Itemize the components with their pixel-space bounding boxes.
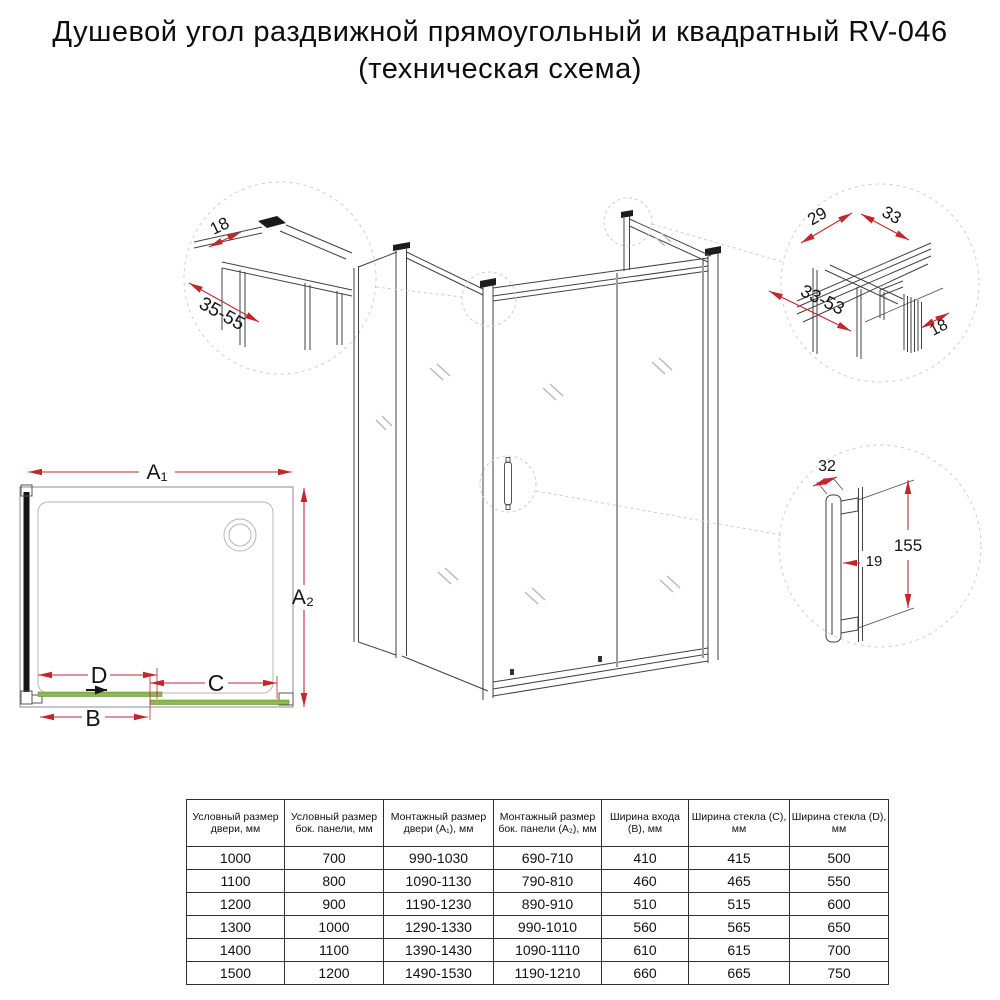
table-header-cell: Монтажный размер двери (A₁), мм	[384, 800, 494, 847]
table-header-cell: Условный размер бок. панели, мм	[285, 800, 384, 847]
shower-tray	[38, 502, 273, 693]
callout-circle-wall-post	[604, 198, 652, 246]
table-cell: 1000	[285, 916, 384, 939]
table-cell: 1190-1230	[384, 893, 494, 916]
plan-outer-frame	[20, 487, 293, 707]
table-header-cell: Условный размер двери, мм	[187, 800, 285, 847]
table-cell: 990-1030	[384, 847, 494, 870]
dim-label-32: 32	[818, 458, 836, 475]
detail-top-left-wall-profile	[184, 182, 376, 374]
glass-marks	[376, 233, 680, 604]
door-handle	[505, 458, 512, 510]
table-row	[187, 939, 889, 962]
plan-view	[20, 461, 314, 731]
table-cell: 415	[689, 847, 790, 870]
title-line-2: (техническая схема)	[358, 53, 642, 85]
dim-label-b: B	[85, 705, 101, 731]
table-cell: 700	[285, 847, 384, 870]
dim-label-18: 18	[927, 316, 951, 340]
table-cell: 615	[689, 939, 790, 962]
dim-label-d: D	[90, 662, 108, 688]
table-row	[187, 962, 889, 985]
title-line-1: Душевой угол раздвижной прямоугольный и квадратный RV-046	[52, 16, 948, 48]
post-cap	[621, 210, 633, 218]
table-cell: 1400	[187, 939, 285, 962]
dim-label-c: C	[207, 670, 225, 696]
callout-leaders	[376, 198, 783, 535]
detail-handle	[779, 445, 981, 647]
detail-circle-outline	[184, 182, 376, 374]
table-cell: 790-810	[494, 870, 602, 893]
table-header-cell: Ширина входа (B), мм	[602, 800, 689, 847]
dim-label-29: 29	[804, 203, 831, 230]
dim-label-155: 155	[893, 536, 923, 555]
post-cap	[480, 278, 496, 288]
table-cell: 565	[689, 916, 790, 939]
table-cell: 500	[790, 847, 889, 870]
spec-table-container	[186, 799, 889, 985]
table-cell: 560	[602, 916, 689, 939]
table-cell: 1390-1430	[384, 939, 494, 962]
table-cell: 1090-1110	[494, 939, 602, 962]
table-cell: 990-1010	[494, 916, 602, 939]
table-cell: 750	[790, 962, 889, 985]
table-cell: 1290-1330	[384, 916, 494, 939]
table-header-cell: Монтажный размер бок. панели (A₂), мм	[494, 800, 602, 847]
table-row	[187, 847, 889, 870]
spec-table	[186, 799, 889, 985]
table-cell: 1300	[187, 916, 285, 939]
table-cell: 410	[602, 847, 689, 870]
door-panel-d	[38, 692, 162, 697]
table-cell: 1500	[187, 962, 285, 985]
table-cell: 800	[285, 870, 384, 893]
table-cell: 1190-1210	[494, 962, 602, 985]
isometric-view	[354, 210, 721, 700]
table-cell: 550	[790, 870, 889, 893]
dimension-lines	[28, 472, 304, 720]
table-cell: 515	[689, 893, 790, 916]
dim-label-33-53: 33-53	[797, 280, 848, 319]
spec-table-body	[187, 847, 889, 985]
side-glass-panel	[24, 492, 30, 692]
door-panel-c	[150, 700, 289, 705]
table-cell: 1200	[187, 893, 285, 916]
dim-label-a1: A₁	[146, 461, 168, 484]
handle-bar	[826, 495, 841, 642]
table-header-cell: Ширина стекла (D), мм	[790, 800, 889, 847]
drain-inner	[229, 524, 251, 546]
table-cell: 700	[790, 939, 889, 962]
table-cell: 1200	[285, 962, 384, 985]
table-cell: 690-710	[494, 847, 602, 870]
table-cell: 1490-1530	[384, 962, 494, 985]
table-cell: 650	[790, 916, 889, 939]
table-cell: 610	[602, 939, 689, 962]
dim-label-33: 33	[878, 202, 905, 229]
post-cap	[393, 242, 410, 251]
dim-label-a2: A₂	[291, 586, 315, 609]
table-cell: 1090-1130	[384, 870, 494, 893]
detail-circle-outline	[779, 445, 981, 647]
table-cell: 1000	[187, 847, 285, 870]
dim-label-35-55: 35-55	[195, 293, 249, 336]
detail-top-right-rail-profile	[769, 184, 979, 382]
table-row	[187, 870, 889, 893]
table-cell: 465	[689, 870, 790, 893]
table-cell: 890-910	[494, 893, 602, 916]
table-row	[187, 893, 889, 916]
callout-circle-handle	[480, 456, 536, 512]
table-header-cell: Ширина стекла (C), мм	[689, 800, 790, 847]
table-cell: 510	[602, 893, 689, 916]
dim-label-18: 18	[206, 213, 233, 239]
dim-label-19: 19	[865, 553, 883, 570]
table-cell: 460	[602, 870, 689, 893]
spec-table-header-row	[187, 800, 889, 847]
table-cell: 665	[689, 962, 790, 985]
table-cell: 900	[285, 893, 384, 916]
table-cell: 1100	[187, 870, 285, 893]
table-cell: 600	[790, 893, 889, 916]
table-cell: 1100	[285, 939, 384, 962]
table-row	[187, 916, 889, 939]
table-cell: 660	[602, 962, 689, 985]
profile-cap	[258, 216, 286, 228]
